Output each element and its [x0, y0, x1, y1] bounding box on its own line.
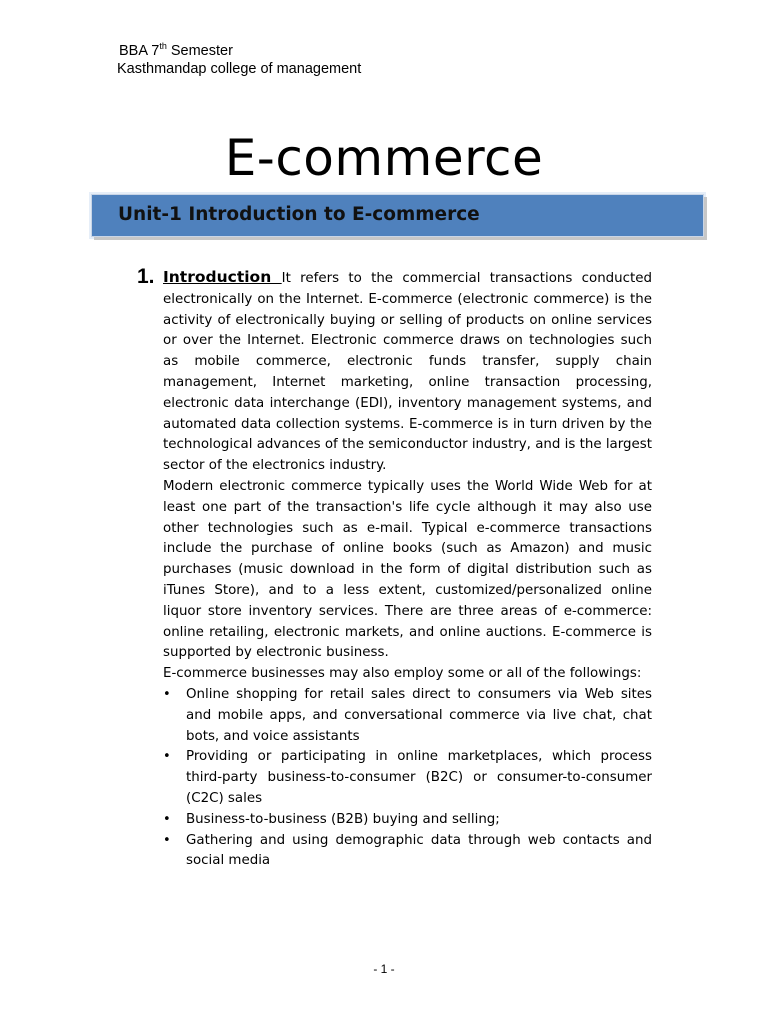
intro-paragraph — [163, 267, 652, 477]
list-item — [163, 685, 652, 747]
bullet-icon: • — [163, 832, 171, 848]
list-item-text: Online shopping for retail sales direct to consumers via Web sites and mobile apps, and conversational commerce via live chat, chat bots, and voice assistants — [186, 686, 652, 744]
program-suffix: Semester — [166, 43, 233, 59]
list-item-text: Providing or participating in online marketplaces, which process third-party business-to-consumer (B2C) or consumer-to-consumer (C2C) sales — [186, 749, 652, 806]
bullet-icon: • — [163, 686, 171, 702]
section-body — [163, 267, 652, 872]
document-header — [117, 42, 361, 78]
list-item-text: Business-to-business (B2B) buying and selling; — [186, 811, 500, 827]
section-number: 1. — [137, 265, 155, 288]
bullet-icon: • — [163, 811, 171, 827]
program-semester — [117, 42, 361, 60]
list-item — [163, 831, 652, 873]
college-name: Kasthmandap college of management — [117, 61, 362, 77]
bullet-icon: • — [163, 749, 171, 765]
intro-lead-text: It refers to the commercial transactions conducted electronically on the Internet. E-commerce (electronic commerce) is the activity of electronically buying or selling of products on online services or over the Internet. Electronic commerce draws on technologies such as mobile commerce, electronic funds transfer, supply chain management, Internet marketing, online transaction processing, electronic data interchange (EDI), inventory management systems, and automated data collection systems. E-commerce is in turn driven by the technological advances of the semiconductor industry, and is the largest sector of the electronics industry. — [163, 271, 653, 474]
document-title: E-commerce — [224, 128, 544, 187]
page-number: - 1 - — [373, 962, 395, 976]
paragraph: Modern electronic commerce typically uses the World Wide Web for at least one part of the transaction's life cycle although it may also use other technologies such as e-mail. Typical e-commerce transactions include the purchase of online books (such as Amazon) and music purchases (music download in the form of digital distribution such as iTunes Store), and to a less extent, customized/personalized online liquor store inventory services. There are three areas of e-commerce: online retailing, electronic markets, and online auctions. E-commerce is supported by electronic business. — [163, 478, 652, 661]
bullet-list — [163, 685, 652, 872]
unit-banner — [91, 194, 704, 237]
program-prefix: BBA 7 — [119, 43, 160, 59]
program-superscript: th — [159, 41, 167, 51]
list-item — [163, 747, 652, 809]
unit-title: Unit-1 Introduction to E-commerce — [118, 204, 480, 225]
list-item — [163, 810, 652, 831]
list-item-text: Gathering and using demographic data through web contacts and social media — [186, 832, 652, 869]
paragraph: E-commerce businesses may also employ some or all of the followings: — [163, 666, 642, 682]
section-heading: Introduction — [163, 268, 282, 286]
